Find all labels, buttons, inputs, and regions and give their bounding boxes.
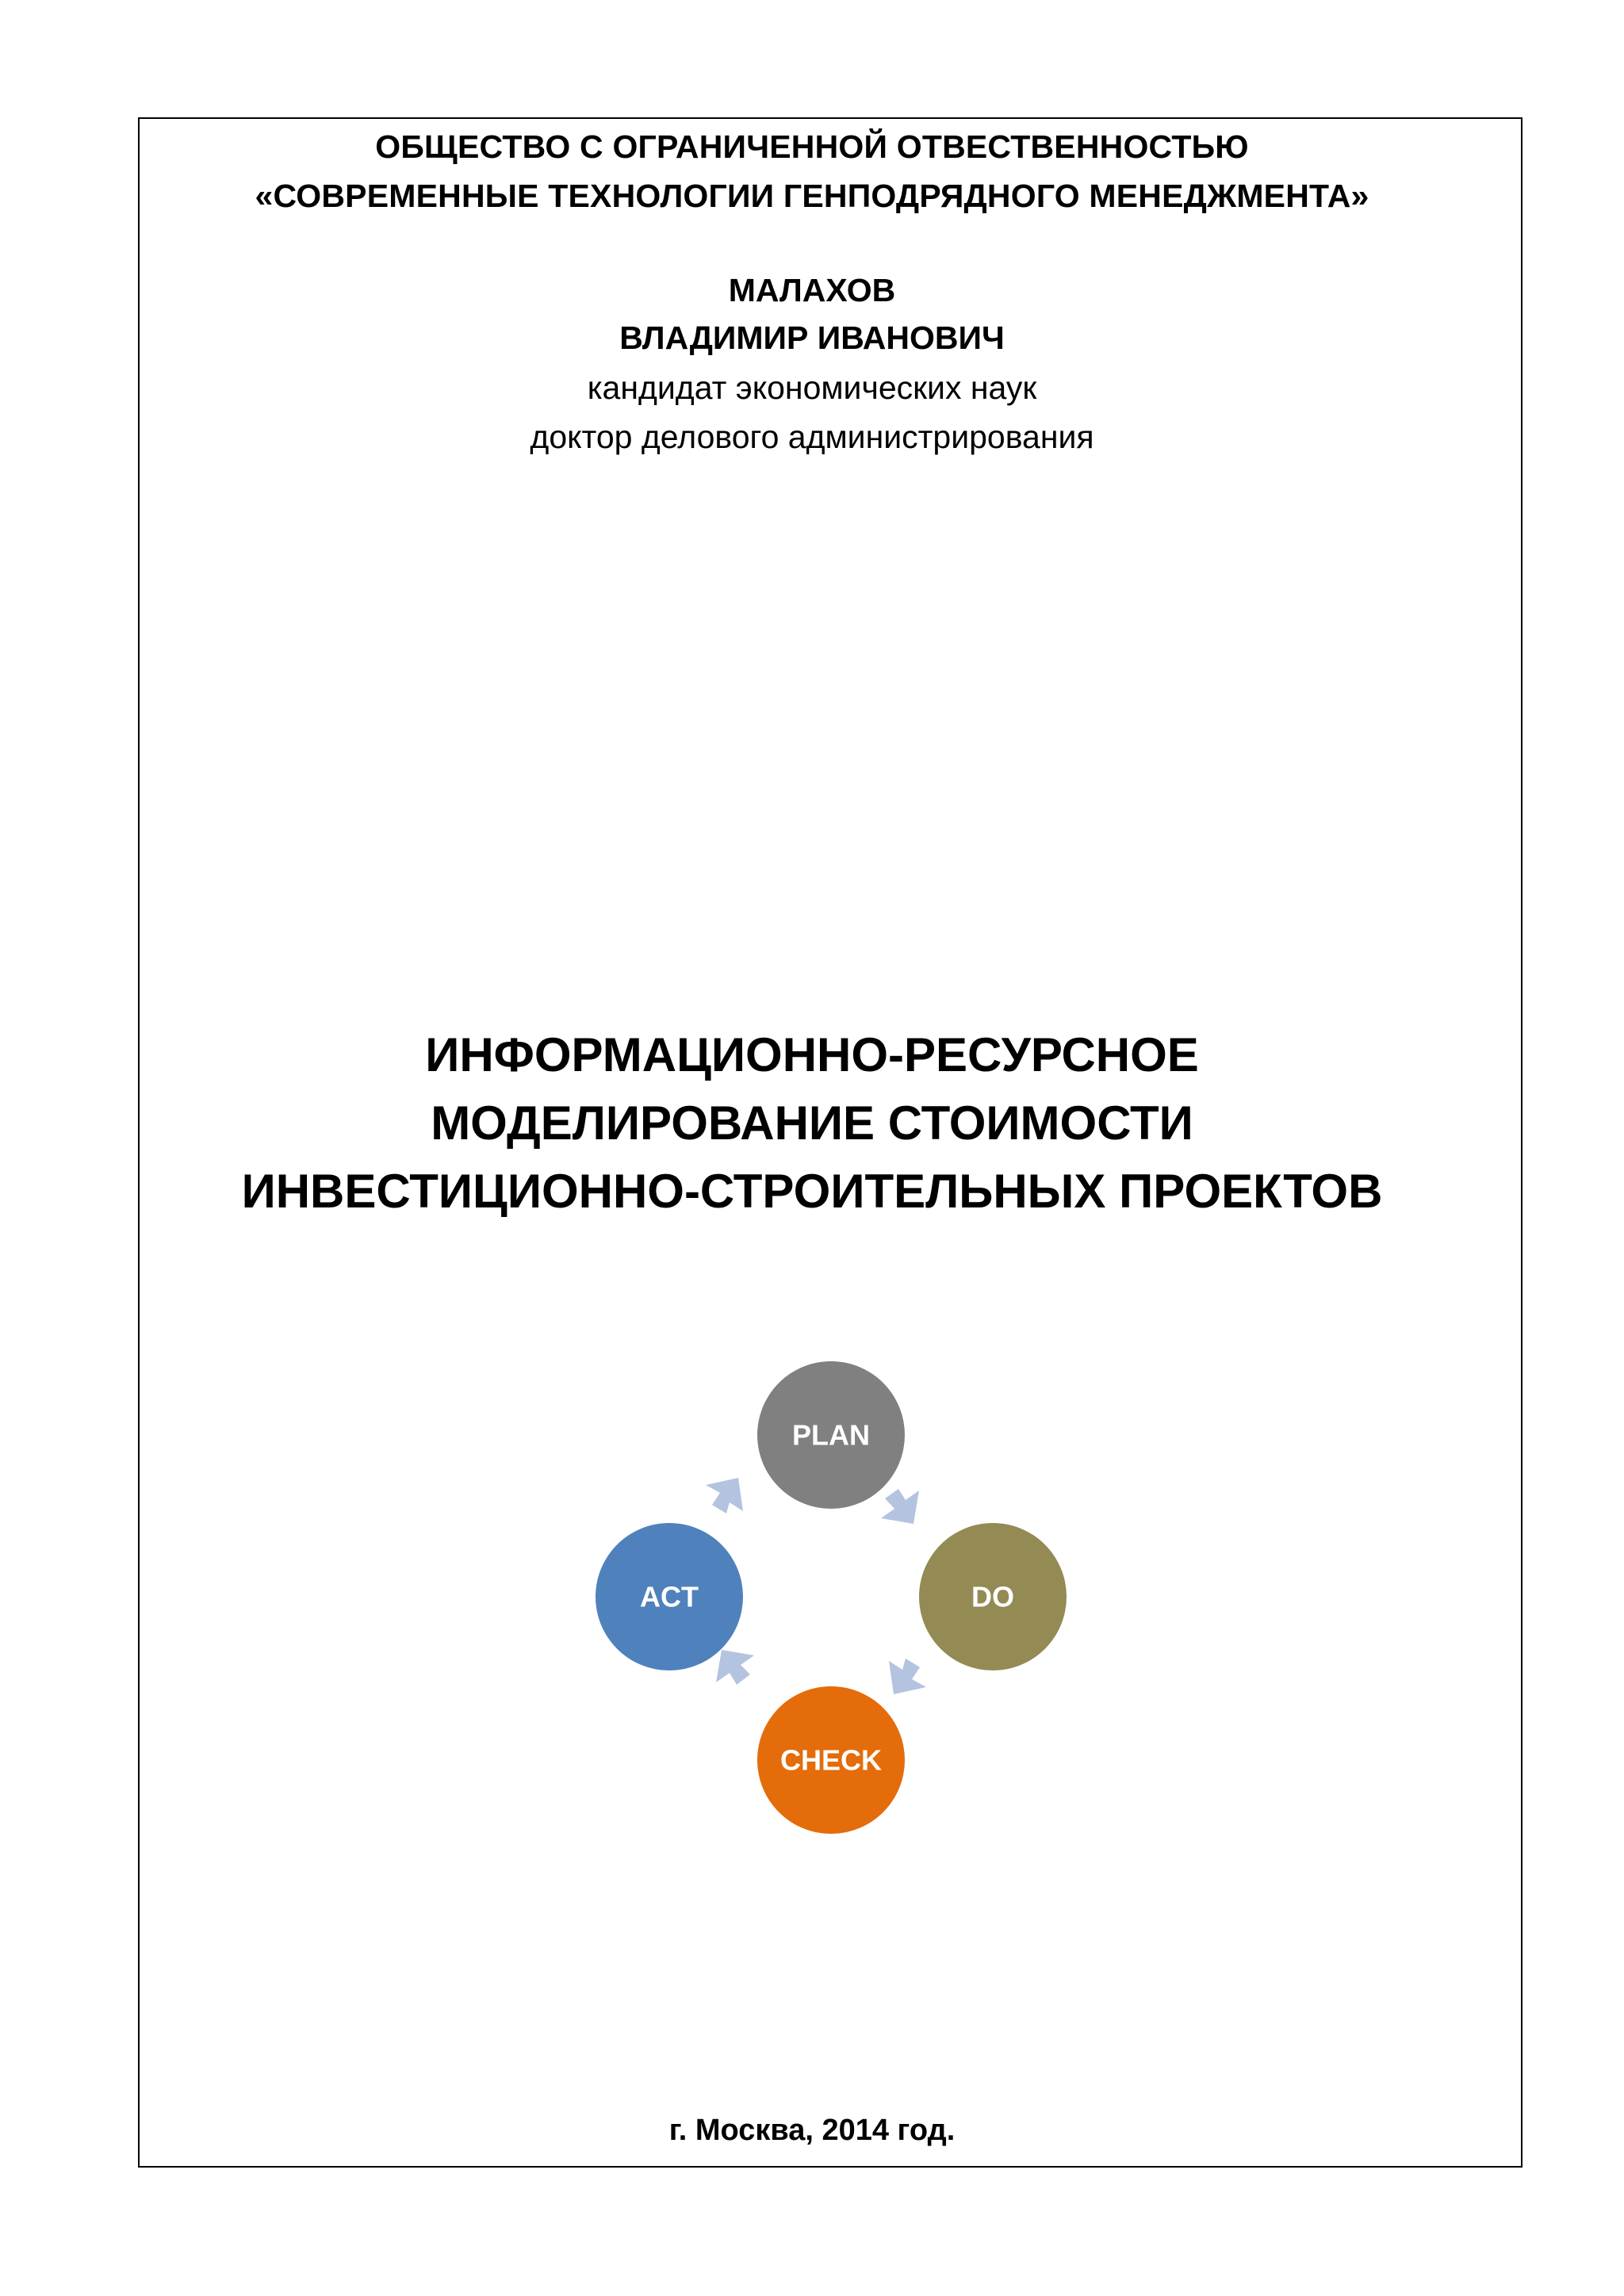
- plan-label: PLAN: [792, 1418, 870, 1452]
- cycle-arrow-act-to-plan: [706, 1478, 743, 1513]
- cycle-arrow-check-to-act: [716, 1650, 754, 1685]
- author-degree-2: доктор делового администрирования: [530, 419, 1094, 455]
- book-title-line-3: ИНВЕСТИЦИОННО-СТРОИТЕЛЬНЫХ ПРОЕКТОВ: [241, 1165, 1383, 1218]
- cycle-arrow-do-to-check: [889, 1659, 926, 1694]
- book-title-line-1: ИНФОРМАЦИОННО-РЕСУРСНОЕ: [425, 1028, 1199, 1081]
- cycle-node-check: [757, 1686, 905, 1834]
- do-label: DO: [971, 1580, 1014, 1613]
- pdca-cycle-diagram: [579, 1348, 1071, 1855]
- organization-line-1: ОБЩЕСТВО С ОГРАНИЧЕННОЙ ОТВЕСТВЕННОСТЬЮ: [375, 128, 1249, 165]
- author-degree-1: кандидат экономических наук: [587, 369, 1037, 406]
- organization-line-2: «СОВРЕМЕННЫЕ ТЕХНОЛОГИИ ГЕНПОДРЯДНОГО МЕНЕДЖМЕНТА»: [255, 178, 1369, 214]
- check-label: CHECK: [779, 1743, 883, 1777]
- author-surname: МАЛАХОВ: [728, 272, 896, 308]
- book-title-line-2: МОДЕЛИРОВАНИЕ СТОИМОСТИ: [431, 1096, 1193, 1150]
- cycle-node-do: [919, 1523, 1067, 1670]
- act-label: ACT: [640, 1580, 699, 1613]
- cycle-node-plan: [757, 1361, 905, 1509]
- cycle-node-act: [596, 1523, 743, 1670]
- author-given-names: ВЛАДИМИР ИВАНОВИЧ: [619, 320, 1005, 356]
- cycle-arrow-plan-to-do: [881, 1489, 919, 1524]
- place-and-year: г. Москва, 2014 год.: [668, 2114, 956, 2147]
